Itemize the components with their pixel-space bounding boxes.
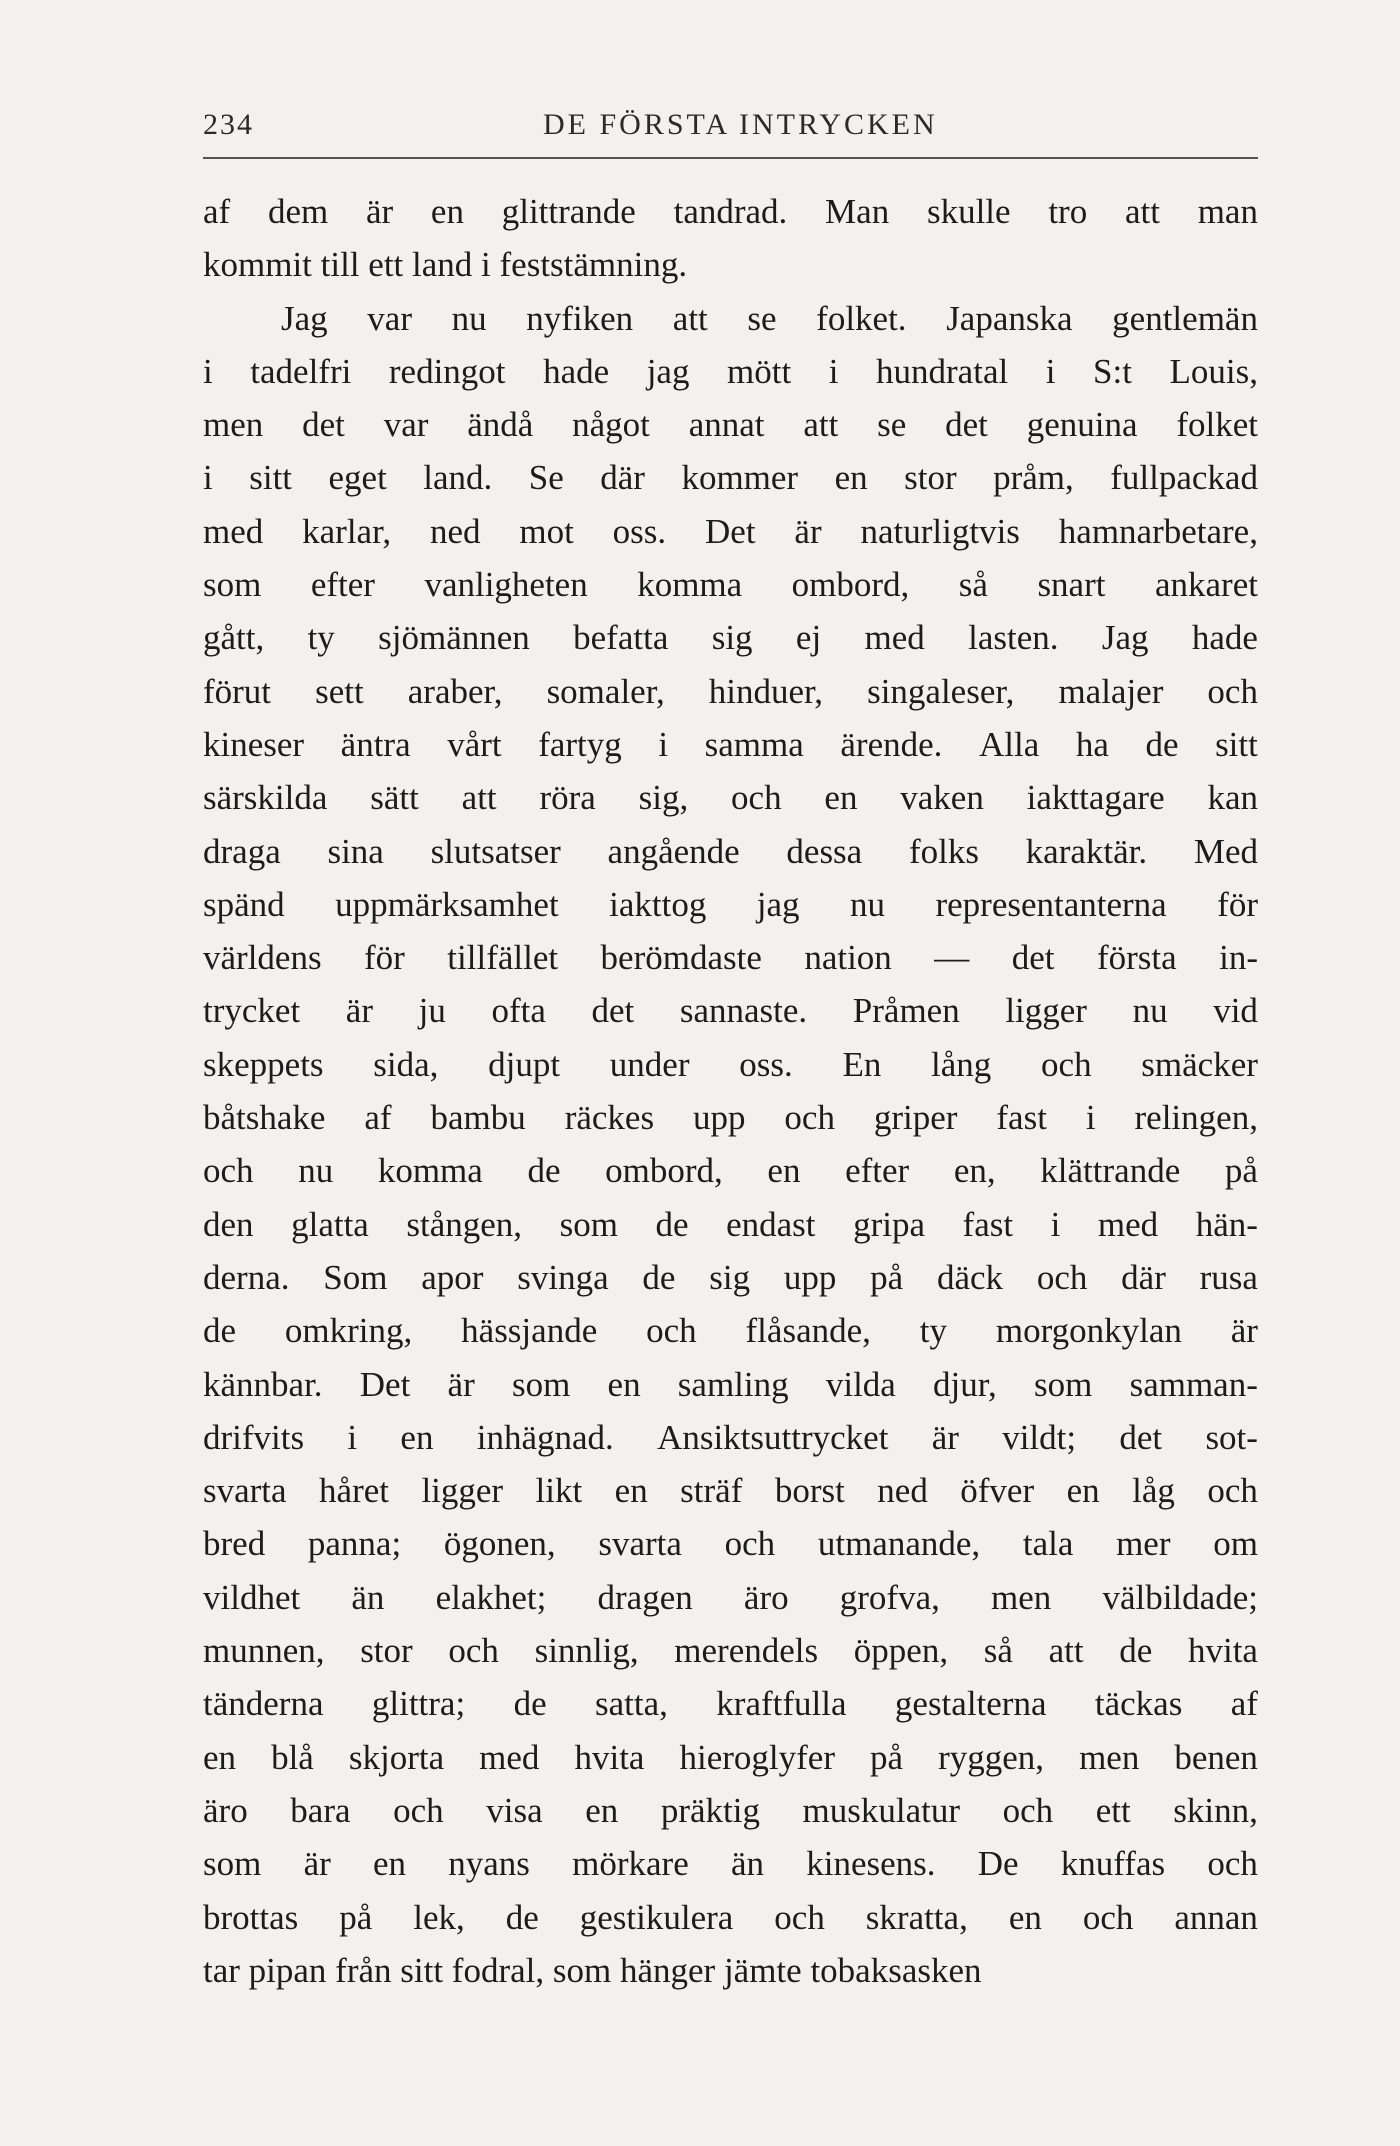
text-line: af dem är en glittrande tandrad. Man skulle tro att man <box>203 192 1258 231</box>
text-line: kännbar. Det är som en samling vilda djur, som samman- <box>203 1364 1258 1404</box>
text-line: tänderna glittra; de satta, kraftfulla gestalterna täckas af <box>203 1684 1258 1724</box>
text-line: trycket är ju ofta det sannaste. Pråmen ligger nu vid <box>203 991 1258 1031</box>
text-line: bred panna; ögonen, svarta och utmanande, tala mer om <box>203 1524 1258 1564</box>
header-rule <box>203 157 1258 159</box>
text-line: i tadelfri redingot hade jag mött i hundratal i S:t Louis, <box>203 351 1258 391</box>
text-line: Jag var nu nyfiken att se folket. Japanska gentlemän <box>281 298 1258 338</box>
text-line: skeppets sida, djupt under oss. En lång och smäcker <box>203 1044 1258 1084</box>
text-line: gått, ty sjömännen befatta sig ej med lasten. Jag hade <box>203 618 1258 658</box>
text-line: munnen, stor och sinnlig, merendels öppen, så att de hvita <box>203 1631 1258 1671</box>
text-line: båtshake af bambu räckes upp och griper fast i relingen, <box>203 1098 1258 1138</box>
text-line: vildhet än elakhet; dragen äro grofva, men välbildade; <box>203 1577 1258 1617</box>
page-header <box>203 96 1258 156</box>
text-line: kommit till ett land i feststämning. <box>203 245 688 285</box>
text-line: spänd uppmärksamhet iakttog jag nu representanterna för <box>203 884 1258 924</box>
text-line: förut sett araber, somaler, hinduer, singaleser, malajer och <box>203 671 1258 711</box>
text-line: tar pipan från sitt fodral, som hänger jämte tobaksasken <box>203 1950 982 1990</box>
text-line: med karlar, ned mot oss. Det är naturligtvis hamnarbetare, <box>203 511 1258 551</box>
text-line: drifvits i en inhägnad. Ansiktsuttrycket är vildt; det sot- <box>203 1417 1258 1457</box>
body-text <box>203 185 1258 1997</box>
text-line: och nu komma de ombord, en efter en, klättrande på <box>203 1151 1258 1191</box>
text-line: men det var ändå något annat att se det genuina folket <box>203 405 1258 445</box>
page-number: 234 <box>203 108 254 141</box>
text-line: äro bara och visa en präktig muskulatur och ett skinn, <box>203 1790 1258 1830</box>
text-line: som är en nyans mörkare än kinesens. De knuffas och <box>203 1844 1258 1884</box>
running-title: DE FÖRSTA INTRYCKEN <box>543 108 938 141</box>
text-line: som efter vanligheten komma ombord, så snart ankaret <box>203 565 1258 605</box>
text-line: i sitt eget land. Se där kommer en stor pråm, fullpackad <box>203 458 1258 498</box>
text-line: den glatta stången, som de endast gripa fast i med hän- <box>203 1204 1258 1244</box>
text-line: svarta håret ligger likt en sträf borst ned öfver en låg och <box>203 1471 1258 1511</box>
text-line: derna. Som apor svinga de sig upp på däck och där rusa <box>203 1257 1258 1297</box>
text-line: kineser äntra vårt fartyg i samma ärende. Alla ha de sitt <box>203 724 1258 764</box>
text-line: draga sina slutsatser angående dessa folks karaktär. Med <box>203 831 1258 871</box>
text-line: brottas på lek, de gestikulera och skratta, en och annan <box>203 1897 1258 1937</box>
text-line: världens för tillfället berömdaste nation — det första in- <box>203 938 1258 978</box>
text-line: de omkring, hässjande och flåsande, ty morgonkylan är <box>203 1311 1258 1351</box>
text-line: särskilda sätt att röra sig, och en vaken iakttagare kan <box>203 778 1258 818</box>
text-line: en blå skjorta med hvita hieroglyfer på ryggen, men benen <box>203 1737 1258 1777</box>
